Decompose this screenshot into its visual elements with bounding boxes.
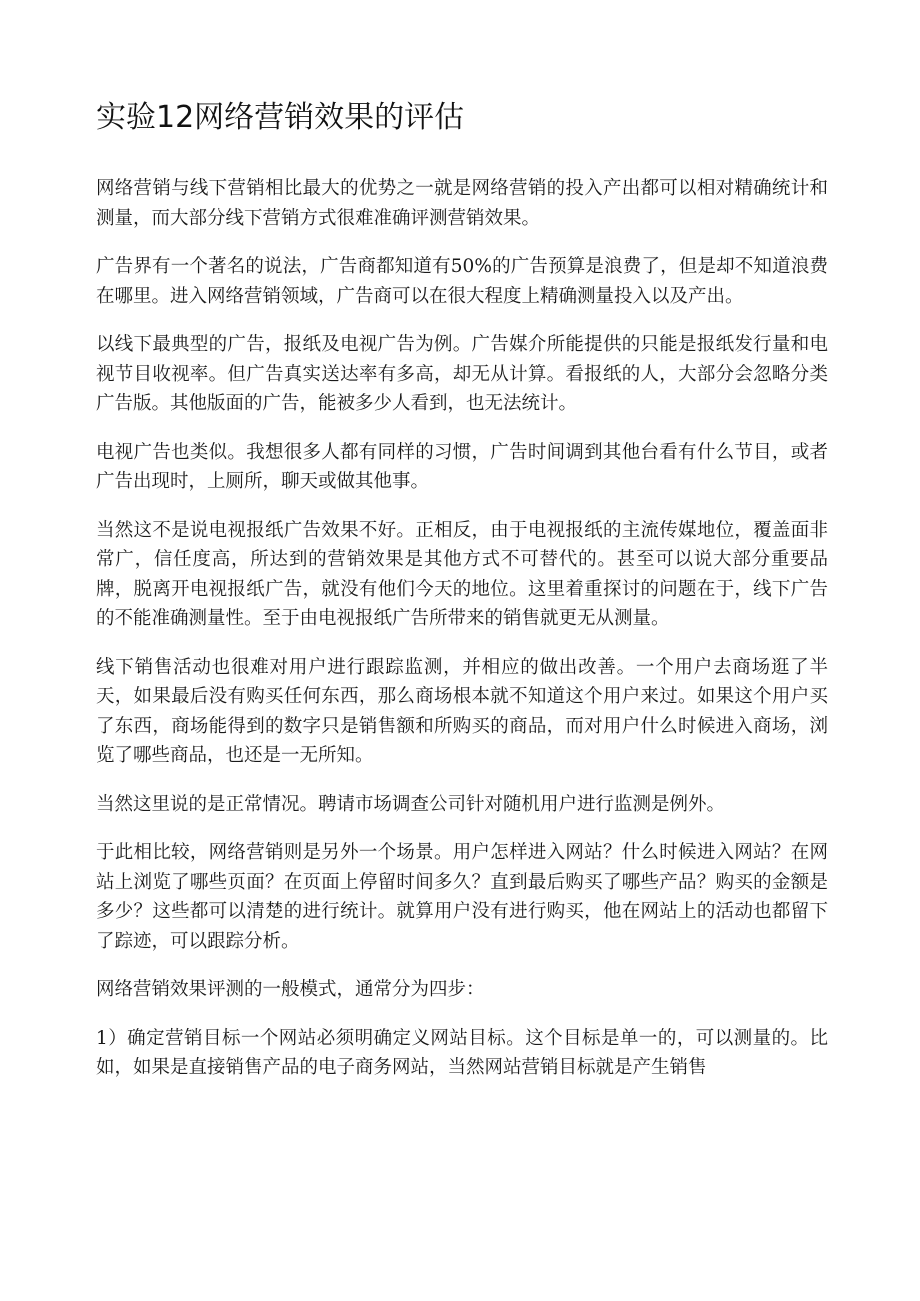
paragraph: 当然这里说的是正常情况。聘请市场调查公司针对随机用户进行监测是例外。 (96, 793, 726, 815)
document-body (96, 174, 828, 1102)
document-title: 实验12网络营销效果的评估 (96, 100, 465, 135)
paragraph: 电视广告也类似。我想很多人都有同样的习惯，广告时间调到其他台看有什么节目，或者广告出现时，上厕所，聊天或做其他事。 (96, 441, 828, 492)
paragraph: 于此相比较，网络营销则是另外一个场景。用户怎样进入网站？什么时候进入网站？在网站上浏览了哪些页面？在页面上停留时间多久？直到最后购买了哪些产品？购买的金额是多少？这些都可以清楚的进行统计。就算用户没有进行购买，他在网站上的活动也都留下了踪迹，可以跟踪分析。 (96, 842, 828, 952)
paragraph: 1）确定营销目标一个网站必须明确定义网站目标。这个目标是单一的，可以测量的。比如，如果是直接销售产品的电子商务网站，当然网站营销目标就是产生销售 (96, 1027, 828, 1078)
paragraph: 线下销售活动也很难对用户进行跟踪监测，并相应的做出改善。一个用户去商场逛了半天，如果最后没有购买任何东西，那么商场根本就不知道这个用户来过。如果这个用户买了东西，商场能得到的数字只是销售额和所购买的商品，而对用户什么时候进入商场，浏览了哪些商品，也还是一无所知。 (96, 656, 828, 766)
paragraph: 广告界有一个著名的说法，广告商都知道有50%的广告预算是浪费了，但是却不知道浪费在哪里。进入网络营销领域，广告商可以在很大程度上精确测量投入以及产出。 (96, 256, 828, 307)
paragraph: 以线下最典型的广告，报纸及电视广告为例。广告媒介所能提供的只能是报纸发行量和电视节目收视率。但广告真实送达率有多高，却无从计算。看报纸的人，大部分会忽略分类广告版。其他版面的广告，能被多少人看到，也无法统计。 (96, 334, 828, 414)
paragraph: 网络营销效果评测的一般模式，通常分为四步： (96, 979, 485, 1000)
paragraph: 网络营销与线下营销相比最大的优势之一就是网络营销的投入产出都可以相对精确统计和测量，而大部分线下营销方式很难准确评测营销效果。 (96, 178, 828, 229)
paragraph: 当然这不是说电视报纸广告效果不好。正相反，由于电视报纸的主流传媒地位，覆盖面非常广，信任度高，所达到的营销效果是其他方式不可替代的。甚至可以说大部分重要品牌，脱离开电视报纸广告，就没有他们今天的地位。这里着重探讨的问题在于，线下广告的不能准确测量性。至于由电视报纸广告所带来的销售就更无从测量。 (96, 519, 828, 629)
